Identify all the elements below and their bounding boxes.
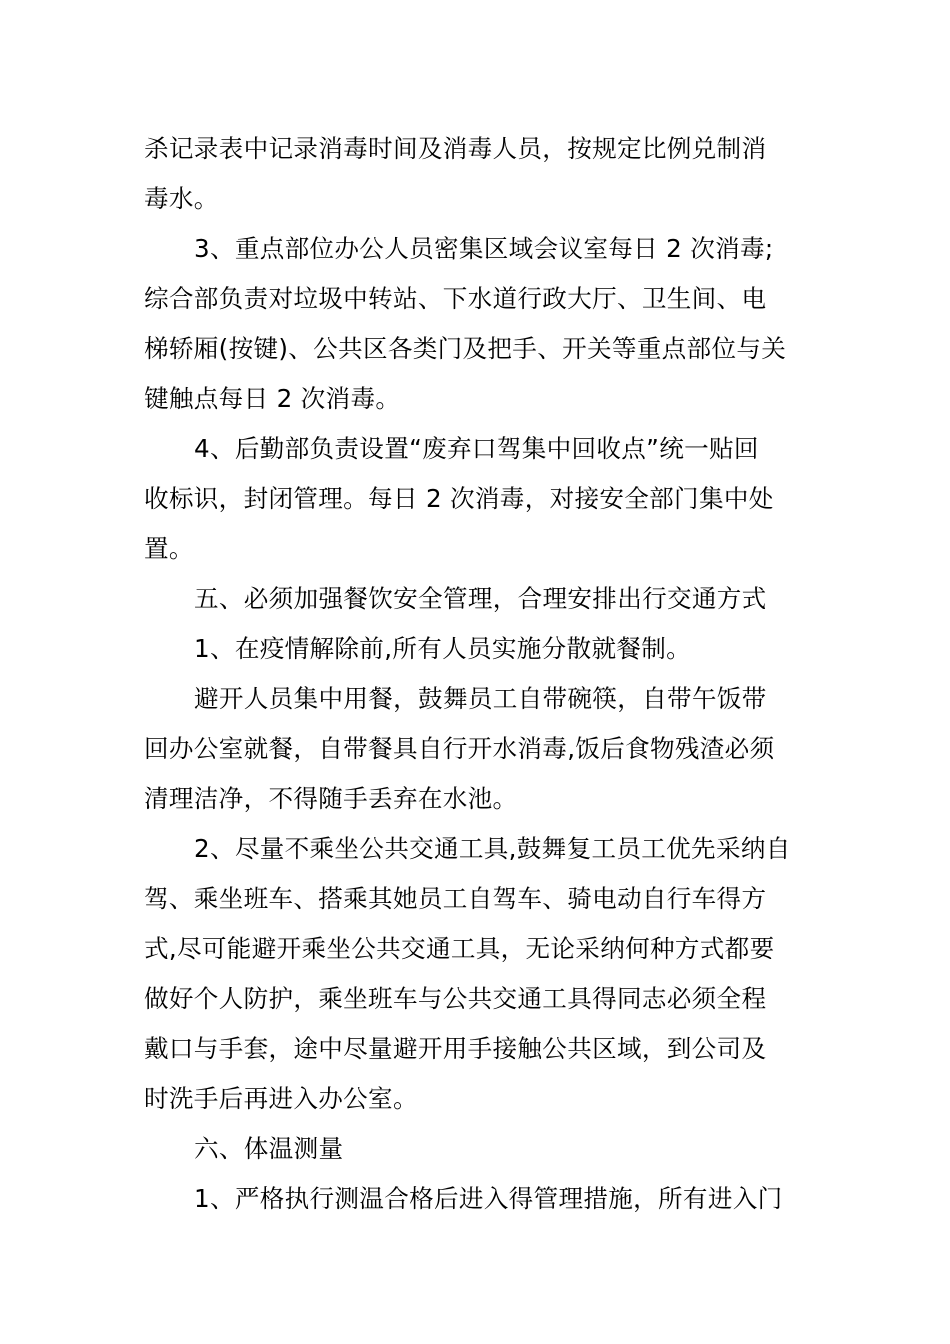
text-line: 回办公室就餐，自带餐具自行开水消毒,饭后食物残渣必须: [144, 734, 775, 763]
document-body: [144, 124, 808, 1224]
section-heading: 六、体温测量: [194, 1134, 344, 1163]
text-line: 1、在疫情解除前,所有人员实施分散就餐制。: [194, 634, 692, 663]
text-line: 做好个人防护，乘坐班车与公共交通工具得同志必须全程: [144, 984, 767, 1013]
text-line: 3、重点部位办公人员密集区域会议室每日 2 次消毒;: [194, 234, 774, 263]
text-line: 驾、乘坐班车、搭乘其她员工自驾车、骑电动自行车得方: [144, 884, 767, 913]
text-line: 杀记录表中记录消毒时间及消毒人员，按规定比例兑制消: [144, 134, 767, 163]
text-line: 式,尽可能避开乘坐公共交通工具，无论采纳何种方式都要: [144, 934, 775, 963]
text-line: 综合部负责对垃圾中转站、下水道行政大厅、卫生间、电: [144, 284, 767, 313]
text-line: 4、后勤部负责设置“废弃口驾集中回收点”统一贴回: [194, 434, 759, 463]
text-line: 2、尽量不乘坐公共交通工具,鼓舞复工员工优先采纳自: [194, 834, 791, 863]
text-line: 戴口与手套，途中尽量避开用手接触公共区域，到公司及: [144, 1034, 767, 1063]
text-line: 1、严格执行测温合格后进入得管理措施，所有进入门: [194, 1184, 783, 1213]
text-line: 键触点每日 2 次消毒。: [144, 384, 401, 413]
text-line: 时洗手后再进入办公室。: [144, 1084, 418, 1113]
text-line: 置。: [144, 534, 194, 563]
text-line: 毒水。: [144, 184, 219, 213]
text-line: 梯轿厢(按键)、公共区各类门及把手、开关等重点部位与关: [144, 334, 787, 363]
text-line: 收标识，封闭管理。每日 2 次消毒，对接安全部门集中处: [144, 484, 774, 513]
section-heading: 五、必须加强餐饮安全管理，合理安排出行交通方式: [194, 584, 767, 613]
text-line: 避开人员集中用餐，鼓舞员工自带碗筷，自带午饭带: [194, 684, 767, 713]
text-line: 清理洁净，不得随手丢弃在水池。: [144, 784, 518, 813]
